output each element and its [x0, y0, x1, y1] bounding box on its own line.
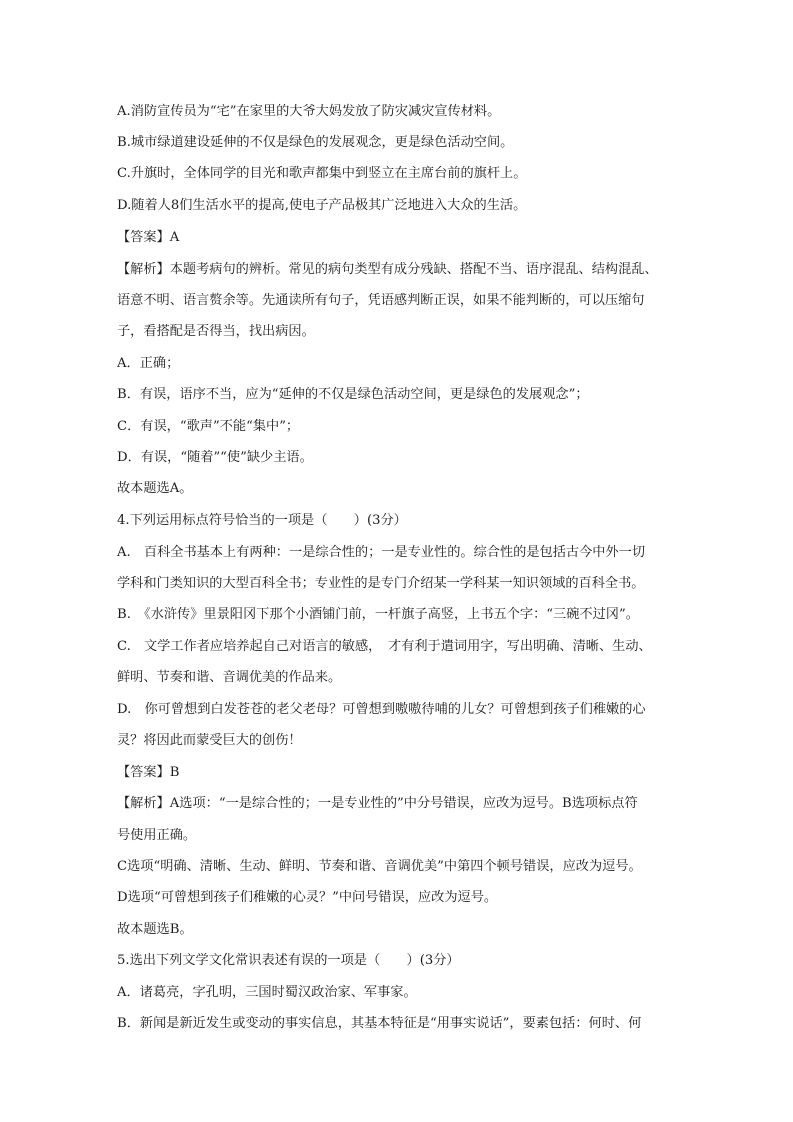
text-line: B．新闻是新近发生或变动的事实信息，其基本特征是“用事实说话”，要素包括：何时、何	[117, 1016, 642, 1031]
answer-label: 【答案】B	[117, 765, 180, 780]
text-line: 故本题选B。	[117, 922, 193, 937]
text-line: C选项“明确、清晰、生动、鲜明、节奏和谐、音调优美”中第四个顿号错误，应改为逗号。	[117, 859, 642, 874]
answer-label: 【答案】A	[117, 230, 180, 245]
question-title: 4.下列运用标点符号恰当的一项是（ ）(3分）	[117, 513, 407, 528]
analysis-line: 【解析】A选项：“一是综合性的；一是专业性的”中分号错误，应改为逗号。B选项标点符	[117, 796, 638, 811]
question-title: 5.选出下列文学文化常识表述有误的一项是（ ）(3分）	[117, 953, 460, 968]
text-line: C.升旗时，全体同学的目光和歌声都集中到竖立在主席台前的旗杆上。	[117, 166, 527, 181]
text-line: B. 《水浒传》里景阳冈下那个小酒铺门前，一杆旗子高竖，上书五个字：“三碗不过冈”。	[117, 607, 639, 622]
text-line: D. 你可曾想到白发苍苍的老父老母？可曾想到嗷嗷待哺的儿女？可曾想到孩子们稚嫩的心	[117, 702, 646, 717]
text-line: 学科和门类知识的大型百科全书；专业性的是专门介绍某一学科某一知识领域的百科全书。	[117, 576, 645, 591]
text-line: 号使用正确。	[117, 828, 197, 843]
text-line: 故本题选A。	[117, 481, 193, 496]
text-line: 鲜明、节奏和谐、音调优美的作品来。	[117, 670, 342, 685]
text-line: A. 百科全书基本上有两种：一是综合性的；一是专业性的。综合性的是包括古今中外一切	[117, 545, 646, 560]
text-line: A.消防宣传员为“宅”在家里的大爷大妈发放了防灾减灾宣传材料。	[117, 104, 501, 119]
text-line: 子，看搭配是否得当，找出病因。	[117, 324, 315, 339]
text-line: D.随着人8们生活水平的提高,使电子产品极其广泛地进入大众的生活。	[117, 198, 527, 213]
text-line: D选项“可曾想到孩子们稚嫩的心灵？”中问号错误，应改为逗号。	[117, 890, 498, 905]
text-line: B．有误，语序不当，应为“延伸的不仅是绿色活动空间，更是绿色的发展观念”；	[117, 387, 589, 402]
text-line: C. 文学工作者应培养起自己对语言的敏感， 才有利于遣词用字，写出明确、清晰、生动、	[117, 639, 652, 654]
text-line: C．有误，“歌声”不能“集中”；	[117, 419, 300, 434]
text-line: B.城市绿道建设延伸的不仅是绿色的发展观念，更是绿色活动空间。	[117, 135, 514, 150]
text-line: 语意不明、语言赘余等。先通读所有句子，凭语感判断正误，如果不能判断的，可以压缩句	[117, 293, 645, 308]
text-line: A．诸葛亮，字孔明，三国时蜀汉政治家、军事家。	[117, 985, 417, 1000]
analysis-line: 【解析】本题考病句的辨析。常见的病句类型有成分残缺、搭配不当、语序混乱、结构混乱、	[117, 262, 658, 277]
text-line: A．正确；	[117, 356, 180, 371]
text-line: 灵？将因此而蒙受巨大的创伤！	[117, 733, 302, 748]
text-line: D．有误，“随着”“使”缺少主语。	[117, 450, 313, 465]
